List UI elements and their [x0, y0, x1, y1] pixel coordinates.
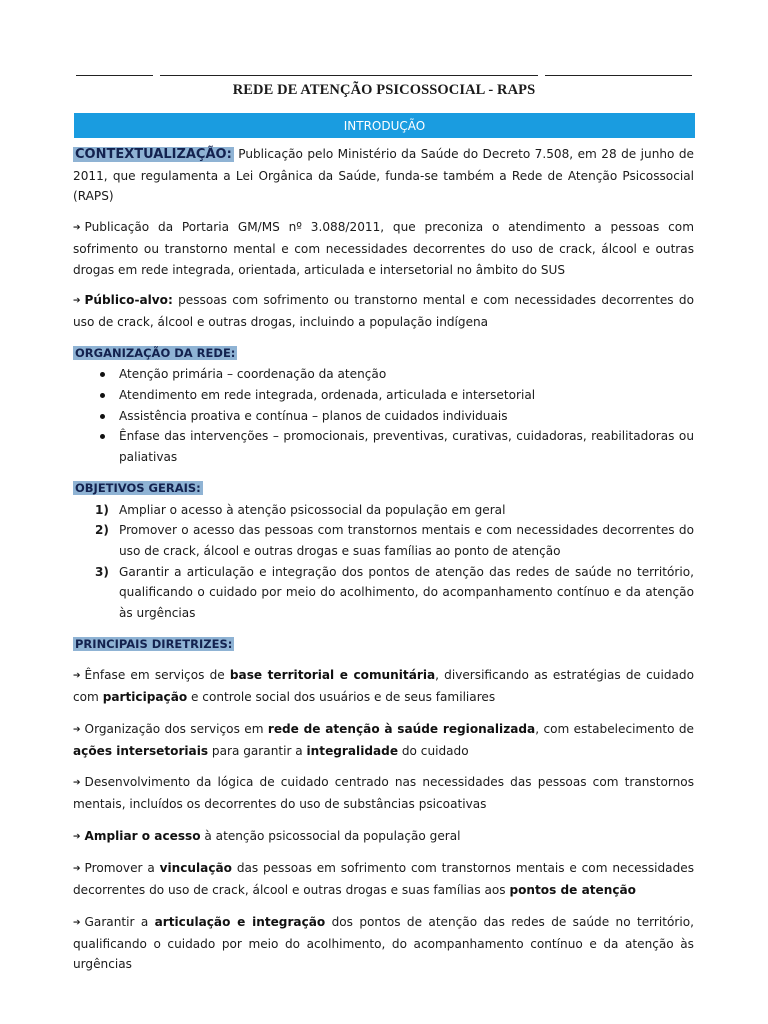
list-item: Atendimento em rede integrada, ordenada, articulada e intersetorial — [73, 385, 694, 406]
diretriz-text: Garantir a — [84, 914, 155, 929]
diretriz-text: à atenção psicossocial da população geral — [200, 828, 461, 843]
diretriz-text: Desenvolvimento da lógica de cuidado centrado nas necessidades das pessoas com transtornos mentais, incluídos os decorrentes do uso de substâncias psicoativas — [73, 775, 694, 811]
diretriz-text: dos pontos de atenção das redes de saúde no território, qualificando o cuidado por meio do acolhimento, do acompanhamento contínuo e da atenção às urgências — [73, 914, 694, 972]
publico-text: pessoas com sofrimento ou transtorno mental e com necessidades decorrentes do uso de crack, álcool e outras drogas, incluindo a população indígena — [73, 293, 694, 329]
arrow-icon: ➔ — [73, 296, 81, 307]
diretriz-paragraph — [73, 858, 694, 900]
portaria-text: Publicação da Portaria GM/MS nº 3.088/2011, que preconiza o atendimento a pessoas com sofrimento ou transtorno mental e com necessidades decorrentes do uso de crack, álcool e outras drogas em rede integrada, orientada, articulada e intersetorial no âmbito do SUS — [73, 220, 694, 277]
diretriz-text: Ênfase em serviços de — [84, 668, 230, 683]
document-body — [73, 144, 694, 975]
diretriz-text: e controle social dos usuários e de seus familiares — [187, 690, 496, 705]
portaria-paragraph — [73, 217, 694, 280]
page-title: REDE DE ATENÇÃO PSICOSSOCIAL - RAPS — [232, 82, 536, 98]
objetivos-list — [73, 500, 694, 624]
diretriz-paragraph — [73, 912, 694, 975]
intro-banner: INTRODUÇÃO — [74, 113, 695, 138]
arrow-icon: ➔ — [73, 864, 81, 875]
diretriz-emphasis: vinculação — [159, 861, 232, 876]
diretriz-emphasis: participação — [102, 690, 188, 705]
diretriz-paragraph — [73, 826, 694, 848]
item-number: 3) — [95, 564, 109, 579]
item-text: Ampliar o acesso à atenção psicossocial da população em geral — [119, 502, 506, 517]
organizacao-list — [73, 364, 694, 468]
diretriz-paragraph — [73, 719, 694, 761]
objetivos-heading: OBJETIVOS GERAIS: — [75, 480, 201, 495]
objetivos-heading-line — [73, 478, 694, 499]
item-text: Promover o acesso das pessoas com transtornos mentais e com necessidades decorrentes do uso de crack, álcool e outras drogas e suas famílias ao ponto de atenção — [119, 523, 694, 558]
diretriz-emphasis: base territorial e comunitária — [229, 668, 436, 683]
diretriz-emphasis: articulação e integração — [154, 914, 326, 929]
diretriz-text: Promover a — [84, 861, 160, 876]
organizacao-heading: ORGANIZAÇÃO DA REDE: — [75, 345, 236, 360]
diretriz-text: , com estabelecimento de — [535, 721, 694, 736]
organizacao-heading-line — [73, 343, 694, 364]
list-item — [73, 562, 694, 624]
arrow-icon: ➔ — [73, 831, 81, 842]
diretriz-paragraph — [73, 665, 694, 707]
diretriz-emphasis: pontos de atenção — [509, 883, 636, 898]
diretriz-text: do cuidado — [398, 743, 469, 758]
item-text: Garantir a articulação e integração dos pontos de atenção das redes de saúde no território, qualificando o cuidado por meio do acolhimento, do acompanhamento contínuo e da atenção às urgências — [119, 564, 694, 621]
top-rule — [76, 75, 692, 77]
diretriz-emphasis: ações intersetoriais — [73, 743, 209, 758]
diretriz-text: das pessoas em sofrimento com transtornos mentais e com necessidades decorrentes do uso de crack, álcool e outras drogas e suas famílias aos — [73, 861, 694, 898]
list-item — [73, 500, 694, 521]
context-label: CONTEXTUALIZAÇÃO: — [75, 147, 232, 162]
diretriz-text: Organização dos serviços em — [84, 721, 268, 736]
diretrizes-heading-line — [73, 634, 694, 655]
diretriz-paragraph — [73, 772, 694, 814]
publico-label: Público-alvo: — [84, 293, 173, 308]
publico-paragraph — [73, 290, 694, 332]
diretriz-emphasis: rede de atenção à saúde regionalizada — [267, 721, 536, 736]
context-paragraph — [73, 144, 694, 207]
arrow-icon: ➔ — [73, 223, 81, 234]
item-number: 1) — [95, 502, 109, 517]
diretriz-emphasis: Ampliar o acesso — [84, 828, 201, 843]
list-item: Assistência proativa e contínua – planos de cuidados individuais — [73, 406, 694, 427]
arrow-icon: ➔ — [73, 917, 81, 928]
context-text: Publicação pelo Ministério da Saúde do Decreto 7.508, em 28 de junho de 2011, que regulamenta a Lei Orgânica da Saúde, funda-se também a Rede de Atenção Psicossocial (RAPS) — [73, 147, 694, 204]
list-item: Ênfase das intervenções – promocionais, preventivas, curativas, cuidadoras, reabilitadoras ou paliativas — [73, 426, 694, 467]
diretriz-text: para garantir a — [208, 743, 307, 758]
item-number: 2) — [95, 523, 109, 538]
diretrizes-heading: PRINCIPAIS DIRETRIZES: — [75, 636, 233, 651]
list-item: Atenção primária – coordenação da atenção — [73, 364, 694, 385]
list-item — [73, 520, 694, 561]
arrow-icon: ➔ — [73, 724, 81, 735]
arrow-icon: ➔ — [73, 671, 81, 682]
diretriz-text: , diversificando as estratégias de cuidado com — [73, 668, 694, 705]
arrow-icon: ➔ — [73, 778, 81, 789]
diretriz-emphasis: integralidade — [306, 743, 399, 758]
